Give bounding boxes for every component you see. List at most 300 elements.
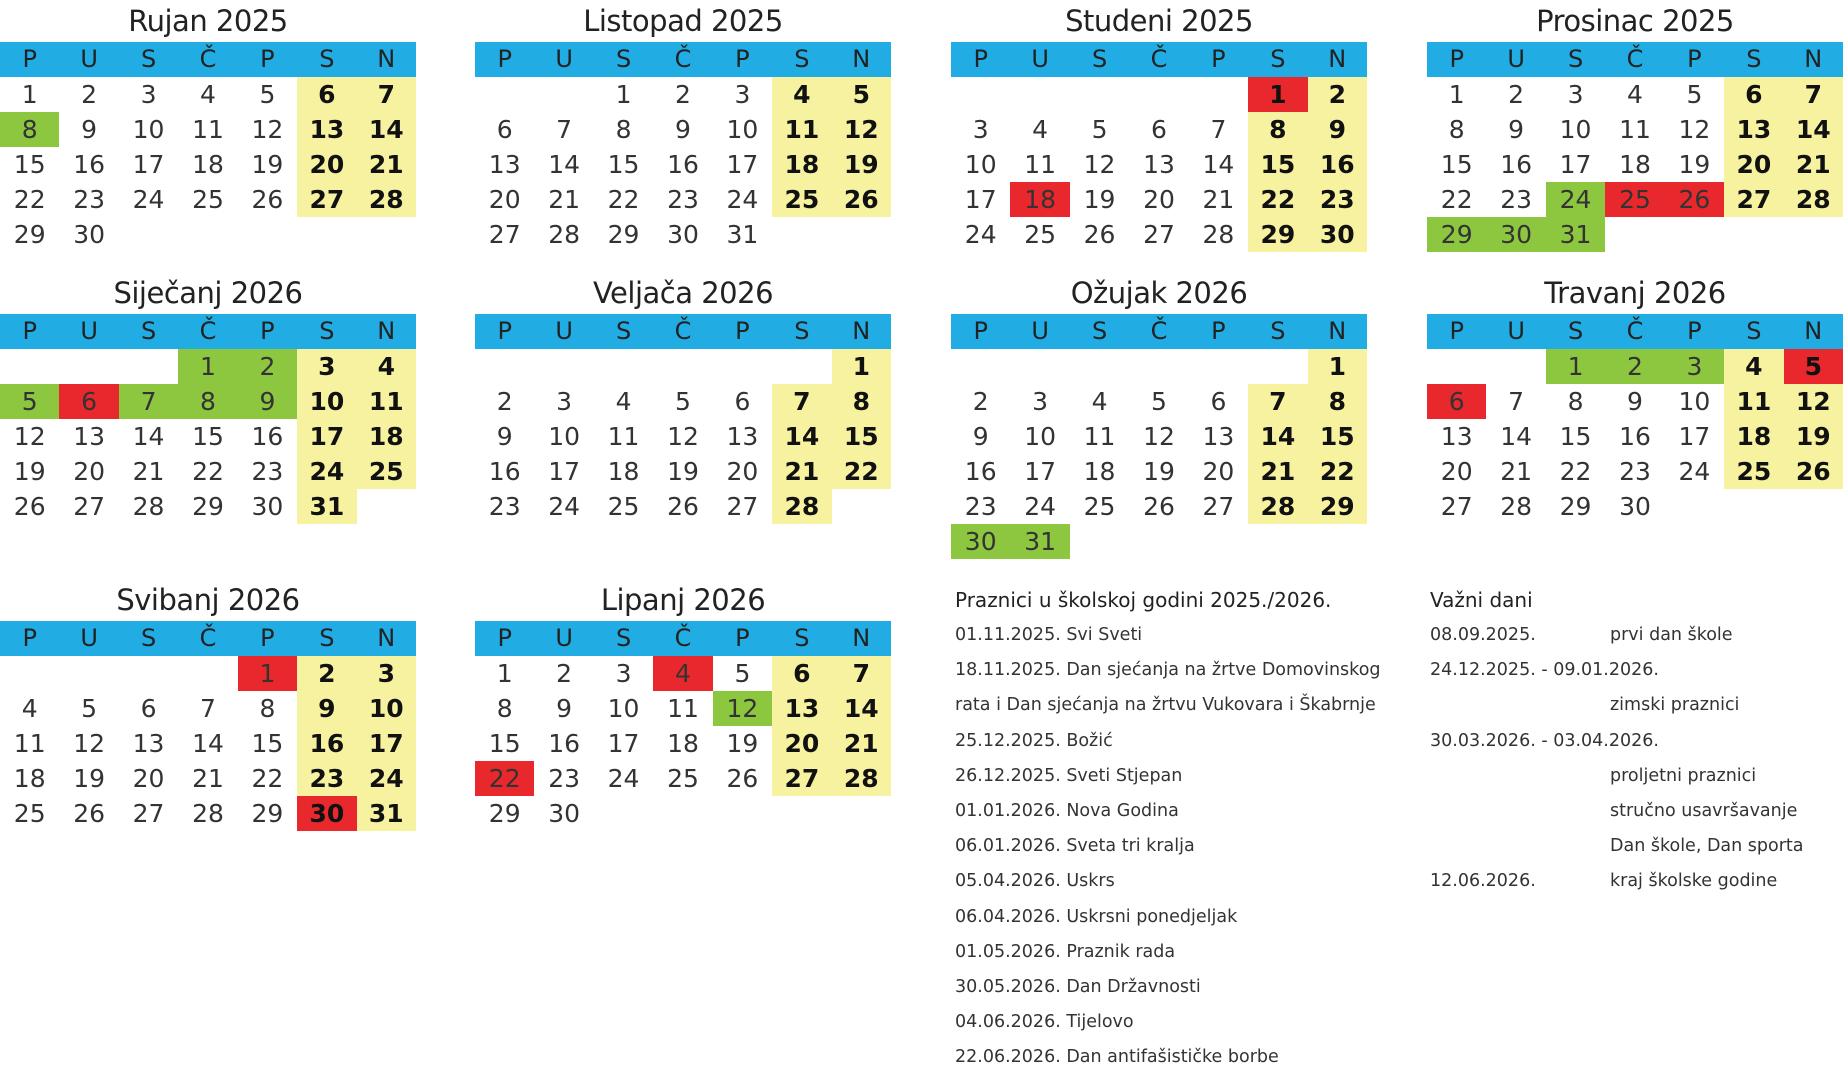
weekday-label: S — [1567, 317, 1584, 345]
day-cell: 21 — [1784, 147, 1843, 182]
day-cell: 29 — [1248, 217, 1307, 252]
day-cell: 24 — [297, 454, 356, 489]
day-cell: 23 — [1500, 185, 1533, 214]
day-cell: 13 — [1440, 422, 1473, 451]
weekday-label: S — [140, 317, 157, 345]
day-cell: 28 — [192, 799, 224, 828]
weekday-label: P — [22, 45, 37, 73]
day-cell: 25 — [1083, 492, 1116, 521]
day-cell: 20 — [1440, 457, 1473, 486]
month-title: Prosinac 2025 — [1536, 4, 1734, 38]
day-cell: 15 — [488, 729, 521, 758]
holiday-item: 25.12.2025. Božić — [955, 730, 1113, 751]
day-cell: 2 — [238, 349, 297, 384]
day-cell: 11 — [667, 694, 699, 723]
day-cell: 20 — [488, 185, 521, 214]
weekday-label: P — [260, 317, 275, 345]
day-cell: 12 — [1784, 384, 1843, 419]
day-cell: 31 — [1010, 524, 1069, 559]
day-cell: 11 — [772, 112, 831, 147]
holiday-item: 22.06.2026. Dan antifašističke borbe — [955, 1047, 1279, 1068]
day-cell: 28 — [1500, 492, 1533, 521]
weekday-label: P — [1211, 45, 1226, 73]
day-cell: 2 — [1508, 80, 1525, 109]
day-cell: 22 — [1248, 182, 1307, 217]
month-title: Listopad 2025 — [583, 4, 783, 38]
day-cell: 18 — [13, 764, 46, 793]
empty-day-cell — [1665, 489, 1724, 524]
day-cell: 13 — [132, 729, 165, 758]
day-cell: 24 — [964, 220, 997, 249]
day-cell: 5 — [1686, 80, 1703, 109]
day-cell: 19 — [13, 457, 46, 486]
day-cell: 19 — [726, 729, 759, 758]
day-cell: 30 — [1308, 217, 1367, 252]
day-cell: 23 — [251, 457, 284, 486]
holiday-item: 01.01.2026. Nova Godina — [955, 800, 1179, 821]
day-cell: 15 — [1248, 147, 1307, 182]
day-grid — [0, 77, 416, 252]
day-cell: 26 — [1665, 182, 1724, 217]
day-cell: 16 — [297, 726, 356, 761]
weekday-label: N — [1804, 317, 1823, 345]
month-calendar — [951, 0, 1367, 252]
holiday-item: 01.11.2025. Svi Sveti — [955, 625, 1143, 645]
day-cell: 5 — [675, 387, 691, 416]
day-cell: 30 — [297, 796, 356, 831]
day-cell: 8 — [496, 694, 513, 723]
day-cell: 30 — [951, 524, 1010, 559]
weekday-label: S — [319, 624, 335, 652]
day-cell: 12 — [832, 112, 891, 147]
day-cell: 22 — [1559, 457, 1592, 486]
day-cell: 8 — [0, 112, 59, 147]
weekday-label: P — [497, 45, 512, 73]
day-cell: 27 — [73, 492, 106, 521]
weekday-header — [0, 314, 416, 349]
weekday-label: Č — [1150, 317, 1168, 345]
day-cell: 27 — [1724, 182, 1783, 217]
important-day-description: prvi dan škole — [1610, 625, 1733, 645]
day-cell: 16 — [251, 422, 284, 451]
empty-day-cell — [1605, 217, 1664, 252]
day-cell: 23 — [297, 761, 356, 796]
empty-day-cell — [653, 349, 712, 384]
weekday-header — [0, 42, 416, 77]
empty-day-cell — [1724, 489, 1783, 524]
day-cell: 15 — [1559, 422, 1592, 451]
day-cell: 3 — [1567, 80, 1584, 109]
day-cell: 24 — [1678, 457, 1711, 486]
day-cell: 13 — [726, 422, 759, 451]
empty-day-cell — [178, 656, 237, 691]
day-cell: 18 — [772, 147, 831, 182]
weekday-label: P — [735, 45, 750, 73]
weekday-label: S — [794, 317, 810, 345]
empty-day-cell — [1129, 77, 1188, 112]
day-cell: 17 — [726, 150, 759, 179]
month-title: Siječanj 2026 — [113, 276, 303, 310]
day-cell: 31 — [297, 489, 356, 524]
day-cell: 28 — [132, 492, 165, 521]
day-cell: 8 — [178, 384, 237, 419]
day-cell: 22 — [13, 185, 46, 214]
weekday-label: P — [735, 624, 750, 652]
empty-day-cell — [772, 349, 831, 384]
day-cell: 8 — [1448, 115, 1465, 144]
day-cell: 27 — [1202, 492, 1235, 521]
month-title: Ožujak 2026 — [1070, 276, 1248, 310]
day-cell: 7 — [772, 384, 831, 419]
day-cell: 29 — [607, 220, 640, 249]
weekday-label: P — [22, 317, 37, 345]
day-cell: 6 — [496, 115, 513, 144]
day-cell: 22 — [832, 454, 891, 489]
day-cell: 28 — [832, 761, 891, 796]
day-cell: 11 — [1724, 384, 1783, 419]
day-cell: 25 — [192, 185, 224, 214]
day-cell: 17 — [297, 419, 356, 454]
day-cell: 15 — [607, 150, 640, 179]
day-cell: 28 — [1784, 182, 1843, 217]
holiday-item: rata i Dan sjećanja na žrtvu Vukovara i Škabrnje — [955, 695, 1376, 716]
day-cell: 6 — [772, 656, 831, 691]
day-cell: 6 — [1210, 387, 1227, 416]
day-cell: 5 — [1091, 115, 1108, 144]
day-cell: 30 — [1486, 217, 1545, 252]
day-cell: 10 — [548, 422, 581, 451]
day-cell: 15 — [13, 150, 46, 179]
weekday-label: S — [794, 624, 810, 652]
day-cell: 26 — [251, 185, 284, 214]
day-cell: 12 — [1143, 422, 1175, 451]
day-cell: 11 — [607, 422, 640, 451]
month-calendar — [1427, 0, 1843, 252]
day-cell: 29 — [488, 799, 521, 828]
weekday-label: P — [973, 45, 988, 73]
weekday-label: N — [377, 45, 396, 73]
day-cell: 7 — [357, 77, 416, 112]
day-cell: 27 — [488, 220, 521, 249]
day-cell: 9 — [1627, 387, 1643, 416]
empty-day-cell — [534, 77, 593, 112]
day-cell: 14 — [357, 112, 416, 147]
day-cell: 24 — [726, 185, 759, 214]
weekday-label: Č — [199, 624, 217, 652]
important-days-title: Važni dani — [1430, 588, 1533, 612]
month-calendar — [0, 0, 416, 252]
holiday-item: 30.05.2026. Dan Državnosti — [955, 976, 1201, 997]
day-cell: 20 — [73, 457, 106, 486]
day-cell: 8 — [832, 384, 891, 419]
important-day-item — [1430, 688, 1844, 723]
important-day-item — [1430, 724, 1844, 759]
day-cell: 3 — [615, 659, 632, 688]
day-cell: 23 — [667, 185, 699, 214]
day-cell: 1 — [496, 659, 513, 688]
month-title: Svibanj 2026 — [116, 583, 300, 617]
day-cell: 30 — [73, 220, 106, 249]
day-cell: 31 — [357, 796, 416, 831]
weekday-header — [475, 314, 891, 349]
weekday-header — [475, 621, 891, 656]
day-cell: 5 — [734, 659, 751, 688]
weekday-label: U — [1507, 45, 1525, 73]
day-cell: 10 — [1024, 422, 1057, 451]
important-day-description: zimski praznici — [1610, 695, 1740, 716]
day-cell: 31 — [726, 220, 759, 249]
month-calendar — [475, 272, 891, 524]
weekday-label: N — [377, 317, 396, 345]
empty-day-cell — [475, 77, 534, 112]
weekday-label: S — [1567, 45, 1584, 73]
day-grid — [475, 656, 891, 831]
day-cell: 11 — [1024, 150, 1057, 179]
day-cell: 17 — [132, 150, 165, 179]
holiday-item: 06.01.2026. Sveta tri kralja — [955, 836, 1195, 857]
empty-day-cell — [238, 217, 297, 252]
day-cell: 21 — [192, 764, 224, 793]
month-calendar — [475, 0, 891, 252]
day-cell: 5 — [0, 384, 59, 419]
day-cell: 16 — [1500, 150, 1533, 179]
empty-day-cell — [951, 77, 1010, 112]
day-cell: 23 — [1619, 457, 1651, 486]
day-cell: 2 — [1605, 349, 1664, 384]
holiday-item: 18.11.2025. Dan sjećanja na žrtve Domovinskog — [955, 660, 1381, 681]
weekday-label: Č — [1626, 45, 1644, 73]
weekday-header — [1427, 314, 1843, 349]
day-cell: 14 — [132, 422, 165, 451]
day-cell: 4 — [653, 656, 712, 691]
weekday-label: S — [794, 45, 810, 73]
day-cell: 16 — [964, 457, 997, 486]
holiday-item: 05.04.2026. Uskrs — [955, 871, 1115, 892]
day-cell: 21 — [357, 147, 416, 182]
day-cell: 12 — [667, 422, 699, 451]
day-cell: 3 — [297, 349, 356, 384]
day-cell: 3 — [556, 387, 573, 416]
day-cell: 16 — [1619, 422, 1651, 451]
day-cell: 29 — [192, 492, 224, 521]
day-cell: 21 — [1202, 185, 1235, 214]
day-cell: 17 — [548, 457, 581, 486]
day-cell: 5 — [259, 80, 276, 109]
weekday-label: U — [1507, 317, 1525, 345]
day-cell: 21 — [832, 726, 891, 761]
day-cell: 7 — [832, 656, 891, 691]
empty-day-cell — [951, 349, 1010, 384]
day-cell: 19 — [667, 457, 699, 486]
day-cell: 10 — [607, 694, 640, 723]
weekday-label: U — [555, 624, 573, 652]
day-cell: 22 — [607, 185, 640, 214]
weekday-label: P — [1211, 317, 1226, 345]
empty-day-cell — [0, 656, 59, 691]
day-cell: 22 — [192, 457, 224, 486]
empty-day-cell — [1129, 349, 1188, 384]
holidays-title: Praznici u školskoj godini 2025./2026. — [955, 588, 1332, 612]
day-cell: 27 — [297, 182, 356, 217]
day-grid — [951, 77, 1367, 252]
empty-day-cell — [772, 217, 831, 252]
day-cell: 27 — [132, 799, 165, 828]
day-cell: 14 — [832, 691, 891, 726]
day-cell: 4 — [200, 80, 216, 109]
day-cell: 4 — [615, 387, 632, 416]
day-cell: 4 — [1627, 80, 1643, 109]
day-cell: 25 — [13, 799, 46, 828]
day-cell: 21 — [1248, 454, 1307, 489]
empty-day-cell — [713, 349, 772, 384]
empty-day-cell — [475, 349, 534, 384]
day-cell: 18 — [1083, 457, 1116, 486]
day-grid — [0, 656, 416, 831]
empty-day-cell — [0, 349, 59, 384]
month-calendar — [951, 272, 1367, 559]
weekday-label: P — [497, 624, 512, 652]
empty-day-cell — [1724, 217, 1783, 252]
empty-day-cell — [594, 349, 653, 384]
day-cell: 12 — [13, 422, 46, 451]
day-cell: 26 — [726, 764, 759, 793]
empty-day-cell — [594, 796, 653, 831]
day-cell: 30 — [548, 799, 581, 828]
day-cell: 19 — [1083, 185, 1116, 214]
day-cell: 7 — [1248, 384, 1307, 419]
day-cell: 1 — [1308, 349, 1367, 384]
important-day-description: proljetni praznici — [1610, 765, 1757, 786]
important-day-date: 12.06.2026. — [1430, 871, 1536, 892]
weekday-label: Č — [674, 45, 692, 73]
day-cell: 15 — [192, 422, 224, 451]
important-day-description: kraj školske godine — [1610, 871, 1778, 892]
day-cell: 23 — [488, 492, 521, 521]
day-cell: 21 — [548, 185, 581, 214]
day-cell: 6 — [734, 387, 751, 416]
day-grid — [475, 349, 891, 524]
weekday-label: S — [1091, 317, 1108, 345]
empty-day-cell — [59, 349, 118, 384]
day-cell: 9 — [238, 384, 297, 419]
important-day-item — [1430, 794, 1844, 829]
empty-day-cell — [713, 796, 772, 831]
day-cell: 13 — [1143, 150, 1175, 179]
day-cell: 8 — [1567, 387, 1584, 416]
empty-day-cell — [832, 217, 891, 252]
day-cell: 13 — [297, 112, 356, 147]
day-cell: 18 — [607, 457, 640, 486]
empty-day-cell — [772, 796, 831, 831]
empty-day-cell — [297, 217, 356, 252]
day-cell: 3 — [140, 80, 157, 109]
day-cell: 18 — [1619, 150, 1651, 179]
day-cell: 12 — [713, 691, 772, 726]
empty-day-cell — [1189, 77, 1248, 112]
day-cell: 20 — [726, 457, 759, 486]
day-cell: 20 — [1202, 457, 1235, 486]
weekday-label: U — [1031, 317, 1049, 345]
day-cell: 2 — [81, 80, 98, 109]
day-cell: 19 — [1678, 150, 1711, 179]
day-cell: 18 — [1724, 419, 1783, 454]
day-cell: 14 — [1202, 150, 1235, 179]
weekday-label: U — [555, 45, 573, 73]
weekday-label: S — [319, 317, 335, 345]
day-cell: 1 — [1546, 349, 1605, 384]
holiday-item: 01.05.2026. Praznik rada — [955, 941, 1176, 962]
weekday-label: N — [852, 45, 871, 73]
day-cell: 8 — [615, 115, 632, 144]
day-cell: 2 — [496, 387, 513, 416]
weekday-header — [951, 42, 1367, 77]
day-cell: 3 — [1665, 349, 1724, 384]
weekday-label: P — [497, 317, 512, 345]
day-cell: 7 — [119, 384, 178, 419]
weekday-label: U — [80, 624, 98, 652]
important-day-description: Dan škole, Dan sporta — [1610, 836, 1804, 857]
day-cell: 22 — [475, 761, 534, 796]
day-cell: 6 — [140, 694, 157, 723]
empty-day-cell — [1248, 524, 1307, 559]
day-cell: 29 — [1559, 492, 1592, 521]
day-cell: 26 — [1143, 492, 1175, 521]
month-title: Travanj 2026 — [1544, 276, 1726, 310]
important-day-item — [1430, 653, 1844, 688]
day-cell: 5 — [1151, 387, 1167, 416]
weekday-label: P — [260, 624, 275, 652]
weekday-label: S — [1091, 45, 1108, 73]
empty-day-cell — [178, 217, 237, 252]
day-cell: 17 — [357, 726, 416, 761]
day-cell: 25 — [1724, 454, 1783, 489]
day-cell: 7 — [200, 694, 216, 723]
day-cell: 20 — [772, 726, 831, 761]
weekday-label: P — [1449, 317, 1464, 345]
day-cell: 20 — [297, 147, 356, 182]
day-cell: 2 — [1308, 77, 1367, 112]
day-cell: 4 — [357, 349, 416, 384]
day-cell: 27 — [1143, 220, 1175, 249]
month-calendar — [0, 579, 416, 831]
day-cell: 3 — [734, 80, 751, 109]
weekday-label: Č — [674, 317, 692, 345]
empty-day-cell — [1070, 349, 1129, 384]
important-day-description: stručno usavršavanje — [1610, 800, 1798, 821]
day-cell: 17 — [964, 185, 997, 214]
day-cell: 10 — [1559, 115, 1592, 144]
day-cell: 13 — [1724, 112, 1783, 147]
weekday-label: U — [80, 317, 98, 345]
day-cell: 11 — [13, 729, 46, 758]
day-cell: 24 — [1024, 492, 1057, 521]
day-cell: 9 — [297, 691, 356, 726]
day-cell: 15 — [1308, 419, 1367, 454]
day-cell: 19 — [73, 764, 106, 793]
day-cell: 16 — [667, 150, 699, 179]
day-cell: 29 — [1427, 217, 1486, 252]
important-day-item — [1430, 829, 1844, 864]
day-cell: 18 — [357, 419, 416, 454]
day-cell: 2 — [675, 80, 691, 109]
day-cell: 15 — [1440, 150, 1473, 179]
weekday-label: S — [615, 45, 632, 73]
day-cell: 7 — [1784, 77, 1843, 112]
day-cell: 6 — [1724, 77, 1783, 112]
day-cell: 16 — [1308, 147, 1367, 182]
day-cell: 16 — [488, 457, 521, 486]
day-cell: 24 — [1546, 182, 1605, 217]
